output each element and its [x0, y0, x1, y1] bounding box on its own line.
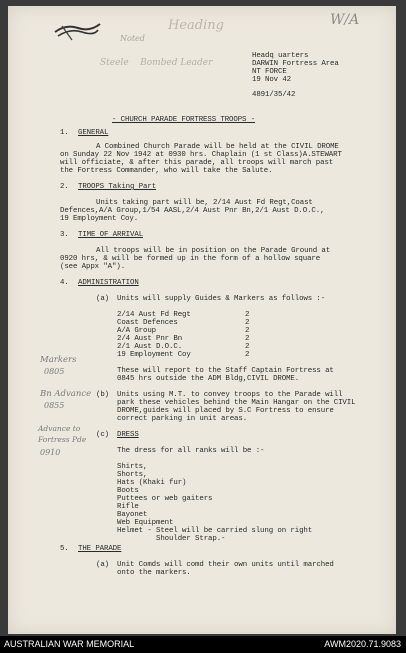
- unit-count: 2: [245, 327, 250, 335]
- section-2-line: Units taking part will be, 2/14 Aust Fd Regt,Coast: [96, 199, 313, 207]
- section-2-line: Defences,A/A Group,1/54 AASL,2/4 Aust Pnr Bn,2/1 Aust D.O.C.,: [60, 207, 325, 215]
- unit-count: 2: [245, 311, 250, 319]
- margin-note-advance-time: 0855: [44, 401, 65, 410]
- section-3-heading: TIME OF ARRIVAL: [78, 231, 144, 239]
- unit-count: 2: [245, 351, 250, 359]
- section-2-heading: TROOPS Taking Part: [78, 183, 157, 191]
- dress-item: Shirts,: [117, 463, 148, 471]
- footer-bar: [0, 636, 406, 653]
- subsection-c-heading: DRESS: [117, 431, 139, 439]
- document-title: - CHURCH PARADE FORTRESS TROOPS -: [112, 116, 256, 124]
- subsection-b-line: park these vehicles behind the Main Hangar on the CIVIL: [117, 399, 356, 407]
- unit-name: Coast Defences: [117, 319, 178, 327]
- section-3-line: All troops will be in position on the Parade Ground at: [96, 247, 331, 255]
- section-4-heading: ADMINISTRATION: [78, 279, 139, 287]
- dress-item: Shorts,: [117, 471, 148, 479]
- handwritten-top-note: Steele Bombed Leader: [100, 58, 213, 68]
- header-line-3: NT FORCE: [252, 68, 287, 76]
- dress-item: Rifle: [117, 503, 139, 511]
- header-reference: 4891/35/42: [252, 91, 296, 99]
- dress-item: Puttees or web gaiters: [117, 495, 213, 503]
- handwritten-heading-note: Heading: [168, 18, 224, 33]
- section-1-heading: GENERAL: [78, 129, 109, 137]
- section-1-line: will officiate, & after this parade, all troops will march past: [60, 159, 334, 167]
- unit-name: A/A Group: [117, 327, 157, 335]
- unit-name: 2/4 Aust Pnr Bn: [117, 335, 183, 343]
- handwritten-initials: W/A: [330, 12, 360, 28]
- subsection-a-text: Units will supply Guides & Markers as follows :-: [117, 295, 326, 303]
- unit-name: 19 Employment Coy: [117, 351, 191, 359]
- subsection-b-line: DROME,guides will placed by S.C Fortress to ensure: [117, 407, 334, 415]
- subsection-a-label: (a): [96, 295, 110, 303]
- margin-note-markers: Markers: [40, 355, 77, 365]
- subsection-a-report: 0845 hrs outside the ADM Bldg,CIVIL DROME.: [117, 375, 300, 383]
- section-5-a-label: (a): [96, 561, 110, 569]
- subsection-b-label: (b): [96, 391, 110, 399]
- dress-item: Boots: [117, 487, 139, 495]
- unit-count: 2: [245, 343, 250, 351]
- margin-note-markers-time: 0805: [44, 367, 65, 376]
- subsection-b-line: correct parking in unit areas.: [117, 415, 248, 423]
- section-1-line: A Combined Church Parade will be held at the CIVIL DROME: [96, 143, 339, 151]
- subsection-a-report: These will report to the Staff Captain Fortress at: [117, 367, 334, 375]
- footer-credit: AUSTRALIAN WAR MEMORIAL: [4, 639, 135, 649]
- section-3-line: 0920 hrs, & will be formed up in the form of a hollow square: [60, 255, 321, 263]
- section-1-number: 1.: [60, 129, 69, 137]
- section-1-line: on Sunday 22 Nov 1942 at 0930 hrs. Chaplain (1 st Class)A.STEWART: [60, 151, 342, 159]
- section-5-line: Unit Comds will comd their own units until marched: [117, 561, 334, 569]
- unit-count: 2: [245, 335, 250, 343]
- section-5-number: 5.: [60, 545, 69, 553]
- margin-note-advance: Bn Advance: [40, 389, 92, 399]
- section-1-line: the Fortress Commander, who will take the Salute.: [60, 167, 273, 175]
- header-line-2: DARWIN Fortress Area: [252, 60, 339, 68]
- section-4-number: 4.: [60, 279, 69, 287]
- margin-note-fortress-pde: Fortress Pde: [38, 435, 87, 444]
- margin-note-fortress: Advance to: [38, 424, 81, 433]
- unit-name: 2/1 Aust D.O.C.: [117, 343, 183, 351]
- subsection-b-line: Units using M.T. to convey troops to the Parade will: [117, 391, 343, 399]
- dress-intro: The dress for all ranks will be :-: [117, 447, 265, 455]
- subsection-c-label: (c): [96, 431, 110, 439]
- margin-note-fortress-time: 0910: [40, 448, 61, 457]
- header-date: 19 Nov 42: [252, 76, 292, 84]
- dress-item: Bayonet: [117, 511, 148, 519]
- header-line-1: Headq uarters: [252, 52, 309, 60]
- section-5-line: onto the markers.: [117, 569, 191, 577]
- section-2-line: 19 Employment Coy.: [60, 215, 139, 223]
- dress-item: Hats (Khaki fur): [117, 479, 187, 487]
- dress-item: Helmet - Steel will be carried slung on right: [117, 527, 313, 535]
- section-3-number: 3.: [60, 231, 69, 239]
- dress-item: Web Equipment: [117, 519, 174, 527]
- scribble-mark-icon: [52, 18, 104, 44]
- unit-count: 2: [245, 319, 250, 327]
- handwritten-noted-note: Noted: [120, 34, 145, 43]
- section-2-number: 2.: [60, 183, 69, 191]
- footer-accession-number: AWM2020.71.9083: [324, 639, 401, 649]
- section-3-line: (see Appx "A").: [60, 263, 126, 271]
- unit-name: 2/14 Aust Fd Regt: [117, 311, 191, 319]
- section-5-heading: THE PARADE: [78, 545, 122, 553]
- dress-item: Shoulder Strap.-: [117, 535, 226, 543]
